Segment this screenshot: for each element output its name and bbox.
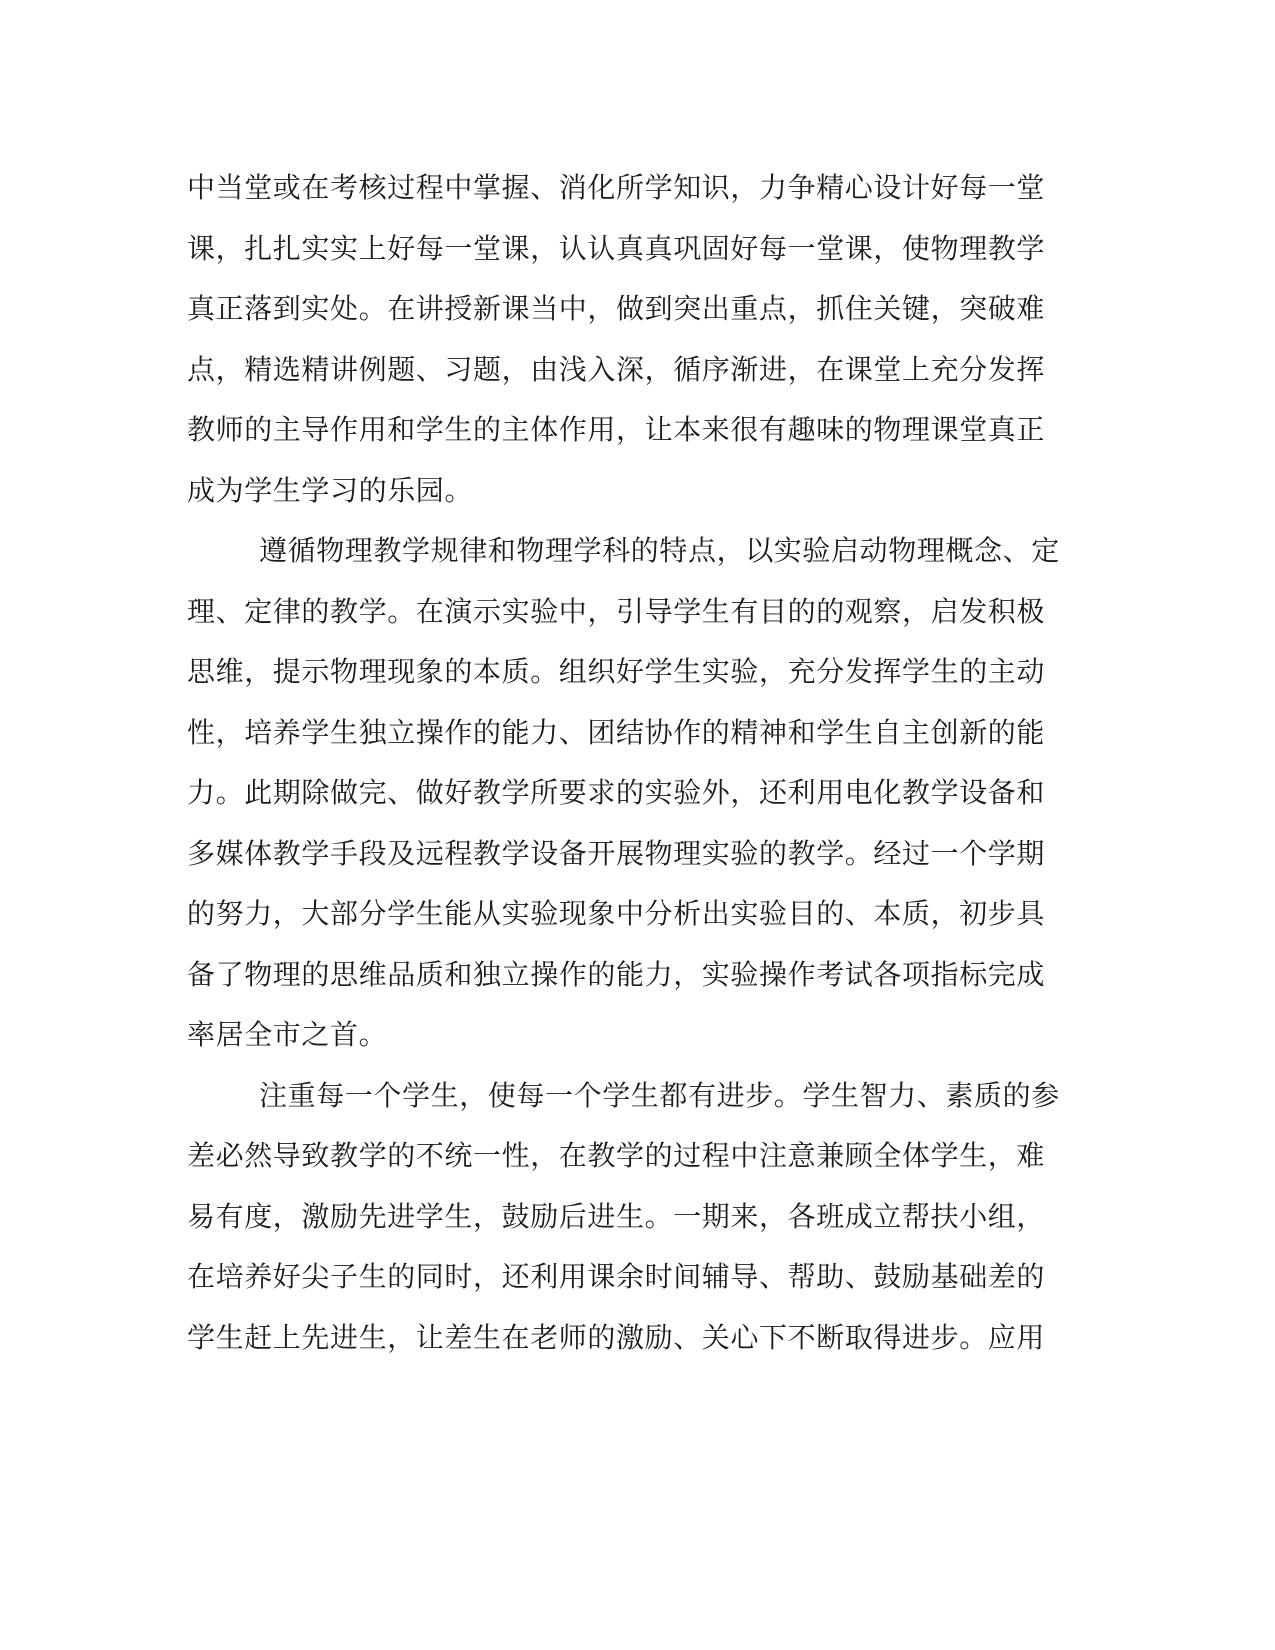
text-line: 差必然导致教学的不统一性，在教学的过程中注意兼顾全体学生，难 xyxy=(187,1139,1046,1172)
paragraph-2 xyxy=(187,521,1087,1066)
text-line: 备了物理的思维品质和独立操作的能力，实验操作考试各项指标完成 xyxy=(187,957,1046,991)
text-line: 中当堂或在考核过程中掌握、消化所学知识，力争精心设计好每一堂 xyxy=(187,171,1046,204)
text-line: 教师的主导作用和学生的主体作用，让本来很有趣味的物理课堂真正 xyxy=(187,413,1046,446)
text-line: 率居全市之首。 xyxy=(187,1018,388,1051)
text-line: 遵循物理教学规律和物理学科的特点，以实验启动物理概念、定 xyxy=(259,534,1060,567)
text-line: 性，培养学生独立操作的能力、团结协作的精神和学生自主创新的能 xyxy=(187,715,1046,749)
text-line: 多媒体教学手段及远程教学设备开展物理实验的教学。经过一个学期 xyxy=(187,836,1046,870)
document-body xyxy=(187,158,1087,1368)
paragraph-3 xyxy=(187,1066,1087,1369)
text-line: 力。此期除做完、做好教学所要求的实验外，还利用电化教学设备和 xyxy=(187,776,1046,809)
text-line: 注重每一个学生，使每一个学生都有进步。学生智力、素质的参 xyxy=(259,1078,1060,1112)
paragraph-1 xyxy=(187,158,1087,521)
text-line: 学生赶上先进生，让差生在老师的激励、关心下不断取得进步。应用 xyxy=(187,1320,1046,1354)
text-line: 理、定律的教学。在演示实验中，引导学生有目的的观察，启发积极 xyxy=(187,594,1046,628)
text-line: 课，扎扎实实上好每一堂课，认认真真巩固好每一堂课，使物理教学 xyxy=(187,231,1046,265)
text-line: 思维，提示物理现象的本质。组织好学生实验，充分发挥学生的主动 xyxy=(187,655,1046,688)
text-line: 点，精选精讲例题、习题，由浅入深，循序渐进，在课堂上充分发挥 xyxy=(187,352,1046,386)
text-line: 成为学生学习的乐园。 xyxy=(187,473,474,507)
text-line: 的努力，大部分学生能从实验现象中分析出实验目的、本质，初步具 xyxy=(187,897,1046,930)
text-line: 在培养好尖子生的同时，还利用课余时间辅导、帮助、鼓励基础差的 xyxy=(187,1260,1046,1293)
text-line: 真正落到实处。在讲授新课当中，做到突出重点，抓住关键，突破难 xyxy=(187,292,1046,325)
text-line: 易有度，激励先进学生，鼓励后进生。一期来，各班成立帮扶小组， xyxy=(187,1199,1046,1233)
